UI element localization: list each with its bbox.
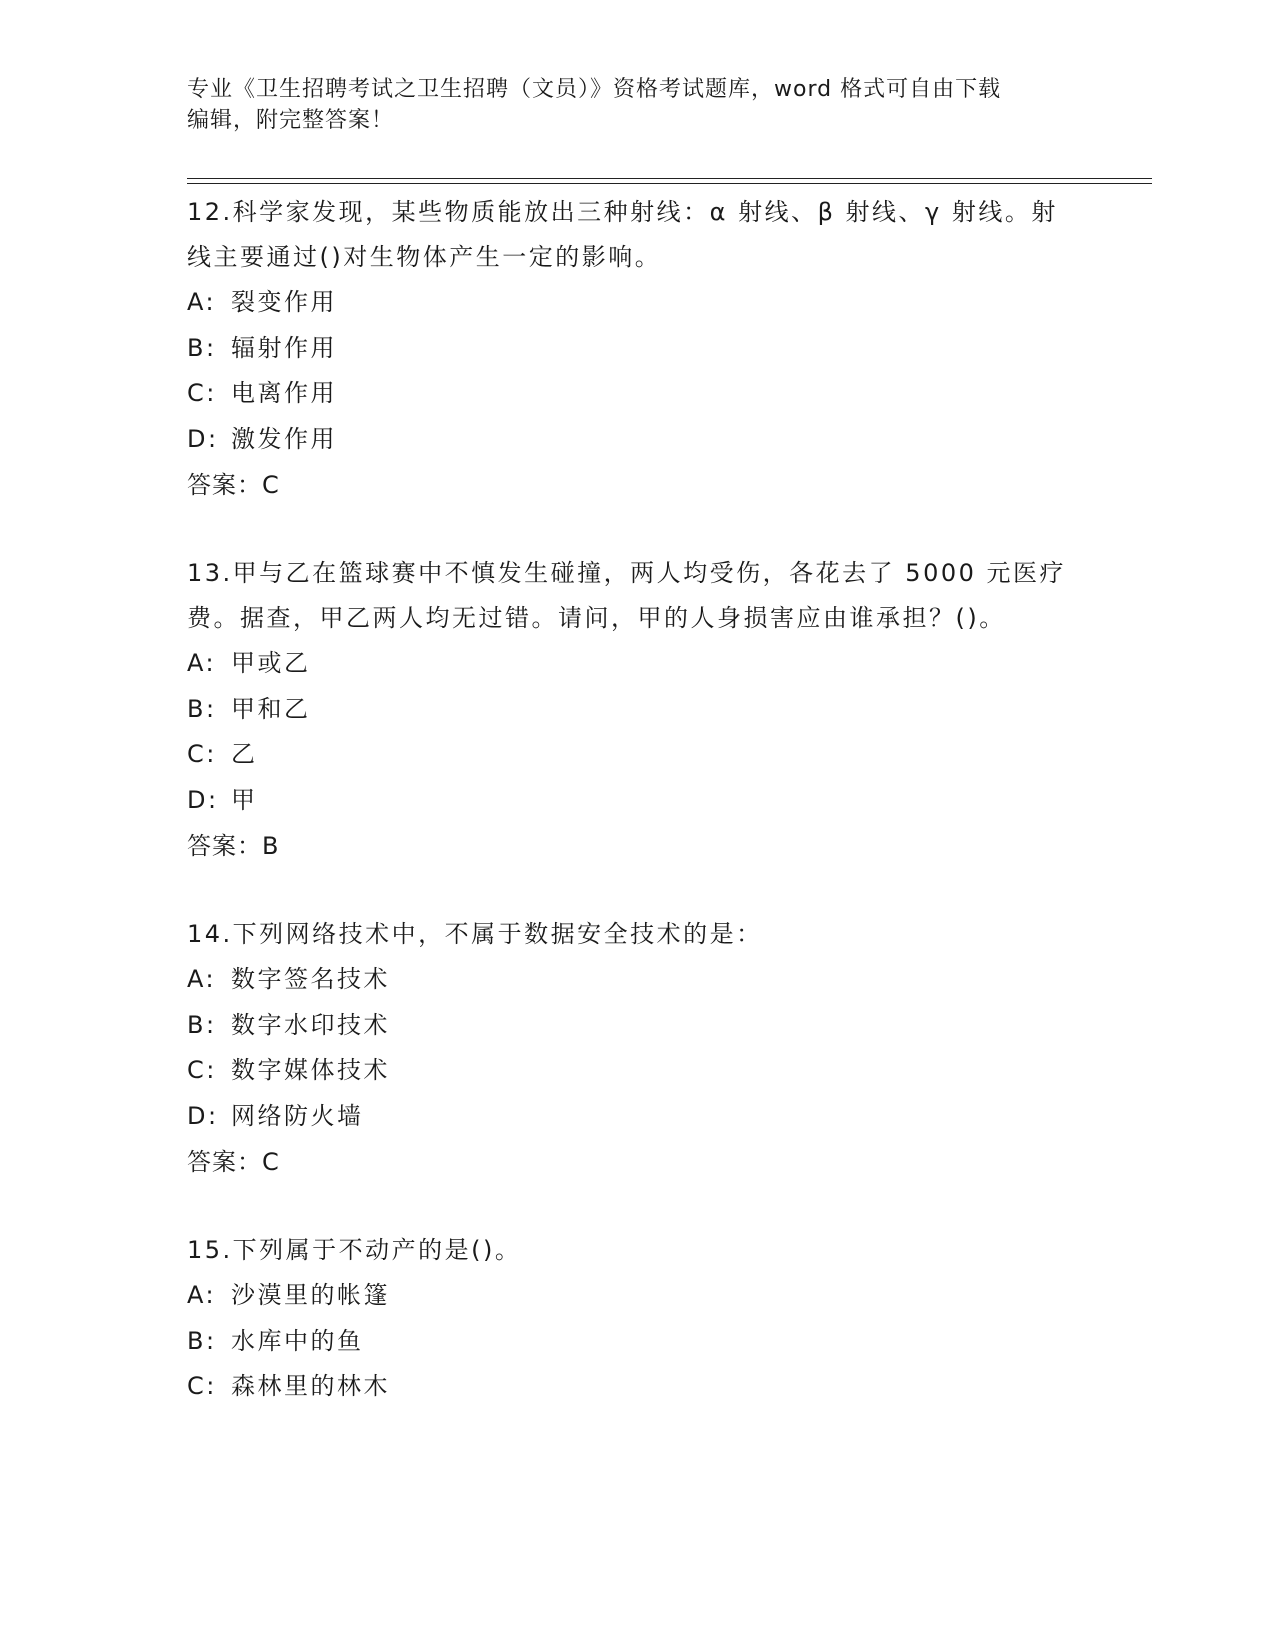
option-d	[187, 778, 1067, 824]
option-a	[187, 641, 1067, 687]
option-key: B:	[187, 1326, 217, 1355]
option-key: A:	[187, 649, 217, 677]
option-c	[187, 732, 1067, 778]
question-14	[187, 912, 1067, 1185]
option-text: 沙漠里的帐篷	[231, 1281, 390, 1309]
option-key: B:	[187, 1010, 217, 1039]
option-a	[187, 1273, 1067, 1319]
option-b	[187, 1003, 1067, 1049]
option-b	[187, 326, 1067, 372]
option-a	[187, 280, 1067, 326]
option-key: C:	[187, 379, 217, 407]
option-text: 数字签名技术	[231, 965, 390, 993]
option-key: D:	[187, 785, 219, 814]
option-text: 森林里的林木	[231, 1372, 390, 1400]
question-stem: 12.科学家发现，某些物质能放出三种射线：α 射线、β 射线、γ 射线。射线主要通过()对生物体产生一定的影响。	[187, 198, 1058, 271]
option-text: 水库中的鱼	[231, 1326, 364, 1355]
option-key: C:	[187, 1056, 217, 1084]
option-key: A:	[187, 288, 217, 316]
option-text: 裂变作用	[231, 288, 337, 316]
option-text: 辐射作用	[231, 333, 337, 362]
option-text: 数字水印技术	[231, 1010, 390, 1039]
header-line-1: 专业《卫生招聘考试之卫生招聘（文员）》资格考试题库，word 格式可自由下载	[187, 77, 1002, 102]
option-key: C:	[187, 1372, 217, 1400]
option-b	[187, 1319, 1067, 1365]
option-c	[187, 1364, 1067, 1410]
header-rule-bottom	[187, 183, 1152, 184]
question-12	[187, 190, 1067, 508]
question-stem: 13.甲与乙在篮球赛中不慎发生碰撞，两人均受伤，各花去了 5000 元医疗费。据查，甲乙两人均无过错。请问，甲的人身损害应由谁承担？()。	[187, 559, 1067, 632]
option-key: A:	[187, 1281, 217, 1309]
question-stem: 14.下列网络技术中，不属于数据安全技术的是：	[187, 920, 763, 948]
header-rule-top	[187, 178, 1152, 179]
header-line-2: 编辑，附完整答案！	[187, 108, 395, 133]
option-key: D:	[187, 424, 219, 453]
option-b	[187, 687, 1067, 733]
option-text: 网络防火墙	[231, 1101, 364, 1130]
answer-line: 答案：C	[187, 471, 280, 499]
option-text: 电离作用	[231, 379, 337, 407]
question-list	[187, 190, 1067, 1453]
question-stem: 15.下列属于不动产的是()。	[187, 1236, 522, 1264]
option-c	[187, 1048, 1067, 1094]
question-13	[187, 551, 1067, 869]
option-key: B:	[187, 694, 217, 723]
document-header	[187, 74, 1067, 136]
option-key: B:	[187, 333, 217, 362]
option-a	[187, 957, 1067, 1003]
question-15	[187, 1228, 1067, 1410]
option-text: 甲或乙	[231, 649, 311, 677]
option-key: D:	[187, 1101, 219, 1130]
option-key: A:	[187, 965, 217, 993]
answer-line: 答案：B	[187, 832, 280, 860]
option-text: 甲和乙	[231, 694, 311, 723]
option-text: 甲	[231, 785, 258, 814]
option-d	[187, 417, 1067, 463]
option-d	[187, 1094, 1067, 1140]
option-text: 激发作用	[231, 424, 337, 453]
answer-line: 答案：C	[187, 1148, 280, 1176]
option-text: 乙	[231, 740, 258, 768]
option-key: C:	[187, 740, 217, 768]
option-text: 数字媒体技术	[231, 1056, 390, 1084]
option-c	[187, 371, 1067, 417]
